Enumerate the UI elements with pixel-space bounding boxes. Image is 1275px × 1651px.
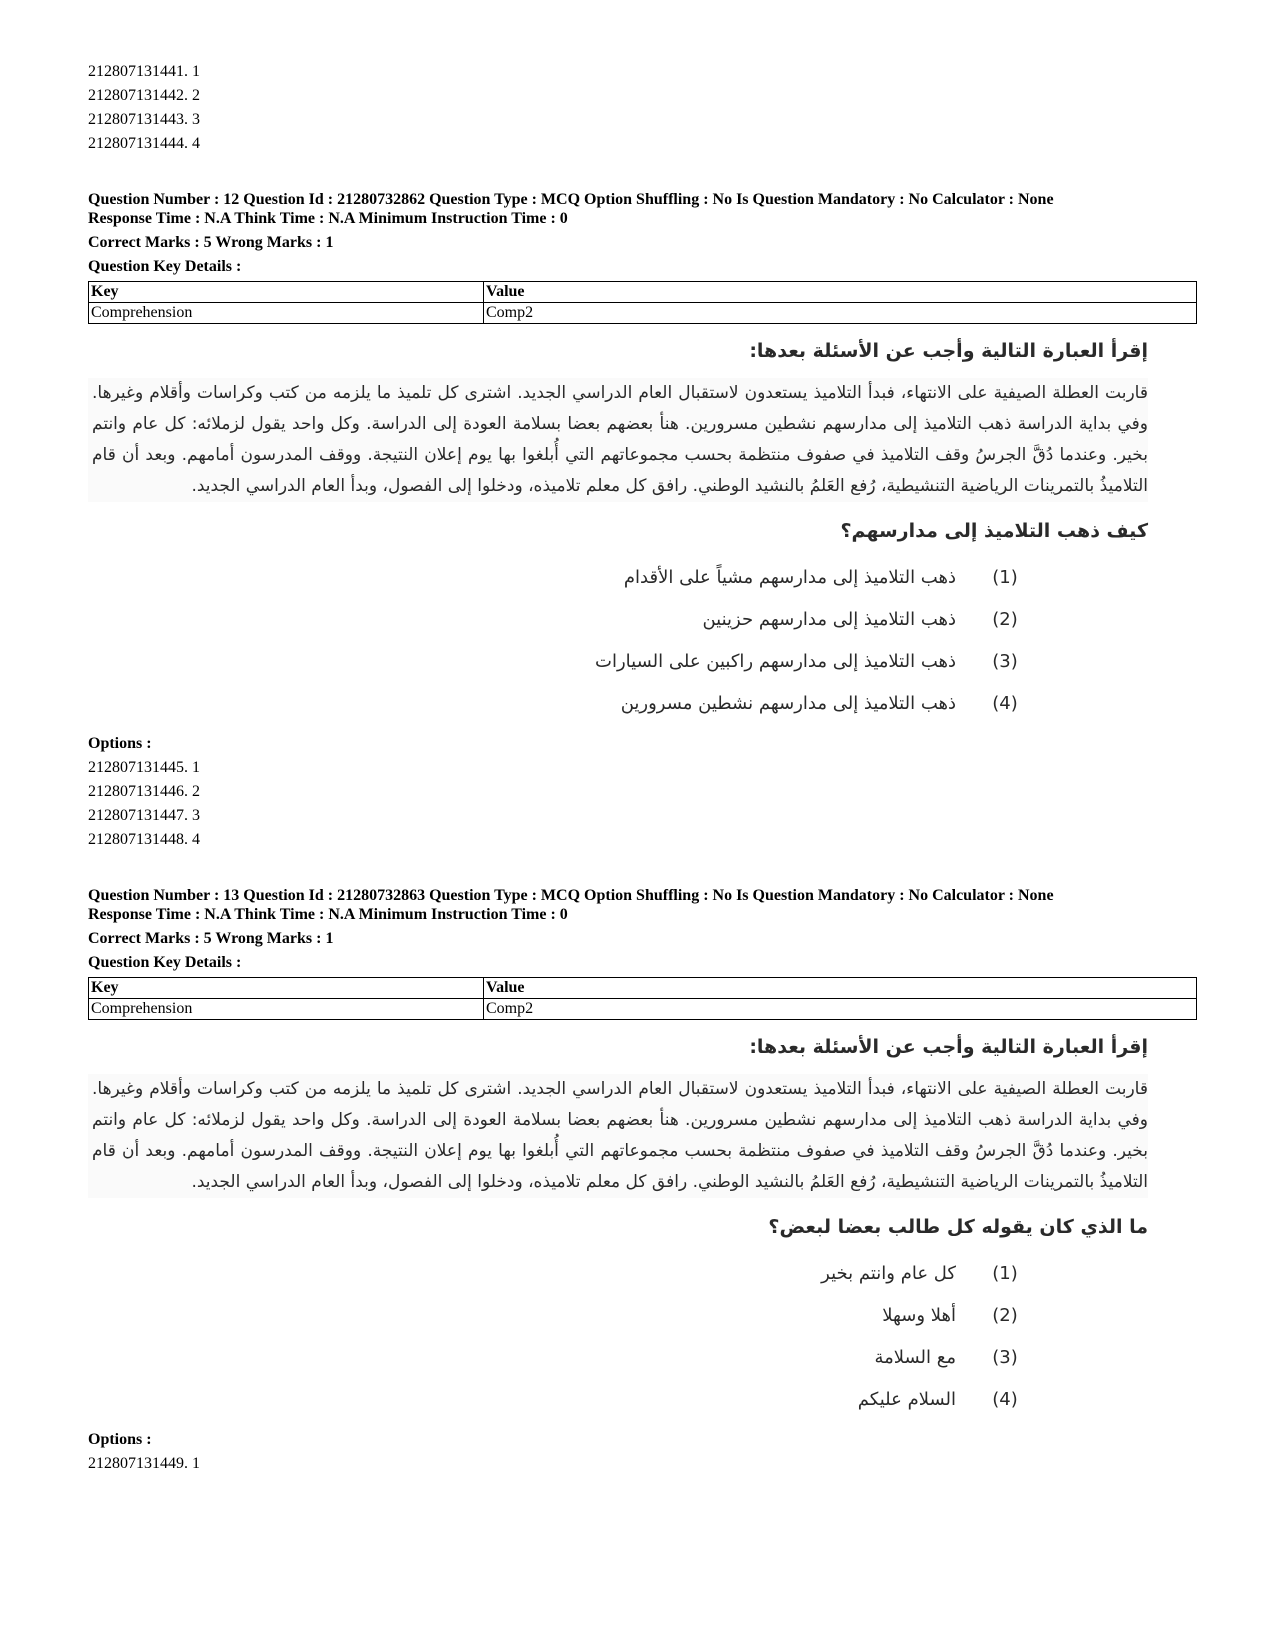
choice-number: (2)	[992, 1304, 1018, 1326]
choice-text: ذهب التلاميذ إلى مدارسهم راكبين على السيارات	[595, 650, 956, 672]
option-id-line: 212807131447. 3	[88, 807, 200, 824]
document-page	[88, 60, 1198, 1476]
answer-choice	[88, 1252, 1030, 1294]
option-id-line: 212807131442. 2	[88, 87, 200, 104]
choice-number: (4)	[992, 692, 1018, 714]
answer-choice	[88, 598, 1030, 640]
options-label: Options :	[88, 1431, 152, 1448]
key-details-table	[88, 977, 1197, 1020]
choice-number: (3)	[992, 1346, 1018, 1368]
question-marks: Correct Marks : 5 Wrong Marks : 1	[88, 930, 334, 947]
options-label: Options :	[88, 735, 152, 752]
question-header: Question Number : 12 Question Id : 21280732862 Question Type : MCQ Option Shuffling : No Is Question Mandatory : No Calculator : None	[88, 191, 1054, 208]
choice-text: مع السلامة	[874, 1346, 956, 1368]
choice-text: كل عام وانتم بخير	[821, 1262, 956, 1284]
reading-instruction: إقرأ العبارة التالية وأجب عن الأسئلة بعدها:	[749, 1036, 1148, 1058]
option-id-line: 212807131441. 1	[88, 63, 200, 80]
option-id-line: 212807131449. 1	[88, 1455, 200, 1472]
option-id-line: 212807131444. 4	[88, 135, 200, 152]
table-cell-key: Comprehension	[89, 303, 484, 324]
question-timing: Response Time : N.A Think Time : N.A Minimum Instruction Time : 0	[88, 906, 568, 923]
choice-text: أهلا وسهلا	[882, 1304, 956, 1326]
reading-passage: قاربت العطلة الصيفية على الانتهاء، فبدأ التلاميذ يستعدون لاستقبال العام الدراسي الجديد. اشترى كل تلميذ ما يلزمه من كتب وكراسات وأقلام وغيرها. وفي بداية الدراسة ذهب التلاميذ إلى مدارسهم نشطين مسرورين. هنأ بعضهم بعضا بسلامة العودة إلى الدراسة. وكل واحد يقول لزملائه: كل عام وانتم بخير. وعندما دُقَّ الجرسُ وقف التلاميذ في صفوف منتظمة بحسب مجموعاتهم التي أُبلغوا بها يوم إعلان النتيجة. ووقف المدرسون أمامهم. وبعد أن قام التلاميذُ بالتمرينات الرياضية التنشيطية، رُفع العَلمُ بالنشيد الوطني. رافق كل معلم تلاميذه، ودخلوا إلى الفصول، وبدأ العام الدراسي الجديد.	[88, 1074, 1148, 1198]
option-id-line: 212807131448. 4	[88, 831, 200, 848]
table-cell-value: Comp2	[484, 303, 1197, 324]
table-header-key: Key	[89, 282, 484, 303]
table-cell-key: Comprehension	[89, 999, 484, 1020]
reading-instruction: إقرأ العبارة التالية وأجب عن الأسئلة بعدها:	[749, 340, 1148, 362]
previous-options-list	[88, 60, 1198, 156]
answer-choice	[88, 1294, 1030, 1336]
key-details-label: Question Key Details :	[88, 258, 242, 275]
question-block-13	[88, 886, 1198, 1476]
option-id-line: 212807131446. 2	[88, 783, 200, 800]
table-header-key: Key	[89, 978, 484, 999]
table-header-value: Value	[484, 282, 1197, 303]
question-text: ما الذي كان يقوله كل طالب بعضا لبعض؟	[768, 1216, 1148, 1238]
answer-choices	[88, 556, 1198, 724]
answer-choice	[88, 682, 1030, 724]
choice-number: (3)	[992, 650, 1018, 672]
choice-number: (4)	[992, 1388, 1018, 1410]
option-id-line: 212807131445. 1	[88, 759, 200, 776]
reading-passage: قاربت العطلة الصيفية على الانتهاء، فبدأ التلاميذ يستعدون لاستقبال العام الدراسي الجديد. اشترى كل تلميذ ما يلزمه من كتب وكراسات وأقلام وغيرها. وفي بداية الدراسة ذهب التلاميذ إلى مدارسهم نشطين مسرورين. هنأ بعضهم بعضا بسلامة العودة إلى الدراسة. وكل واحد يقول لزملائه: كل عام وانتم بخير. وعندما دُقَّ الجرسُ وقف التلاميذ في صفوف منتظمة بحسب مجموعاتهم التي أُبلغوا بها يوم إعلان النتيجة. ووقف المدرسون أمامهم. وبعد أن قام التلاميذُ بالتمرينات الرياضية التنشيطية، رُفع العَلمُ بالنشيد الوطني. رافق كل معلم تلاميذه، ودخلوا إلى الفصول، وبدأ العام الدراسي الجديد.	[88, 378, 1148, 502]
choice-text: ذهب التلاميذ إلى مدارسهم مشياً على الأقدام	[623, 566, 956, 588]
choice-text: ذهب التلاميذ إلى مدارسهم نشطين مسرورين	[620, 692, 956, 714]
table-cell-value: Comp2	[484, 999, 1197, 1020]
choice-text: ذهب التلاميذ إلى مدارسهم حزينين	[702, 608, 956, 630]
option-id-line: 212807131443. 3	[88, 111, 200, 128]
key-details-label: Question Key Details :	[88, 954, 242, 971]
question-text: كيف ذهب التلاميذ إلى مدارسهم؟	[840, 520, 1148, 542]
choice-text: السلام عليكم	[857, 1388, 956, 1410]
question-marks: Correct Marks : 5 Wrong Marks : 1	[88, 234, 334, 251]
question-timing: Response Time : N.A Think Time : N.A Minimum Instruction Time : 0	[88, 210, 568, 227]
choice-number: (2)	[992, 608, 1018, 630]
answer-choice	[88, 640, 1030, 682]
question-header: Question Number : 13 Question Id : 21280732863 Question Type : MCQ Option Shuffling : No Is Question Mandatory : No Calculator : None	[88, 887, 1054, 904]
answer-choice	[88, 1378, 1030, 1420]
answer-choices	[88, 1252, 1198, 1420]
table-header-value: Value	[484, 978, 1197, 999]
question-block-12	[88, 190, 1198, 852]
key-details-table	[88, 281, 1197, 324]
choice-number: (1)	[992, 1262, 1018, 1284]
choice-number: (1)	[992, 566, 1018, 588]
answer-choice	[88, 1336, 1030, 1378]
answer-choice	[88, 556, 1030, 598]
